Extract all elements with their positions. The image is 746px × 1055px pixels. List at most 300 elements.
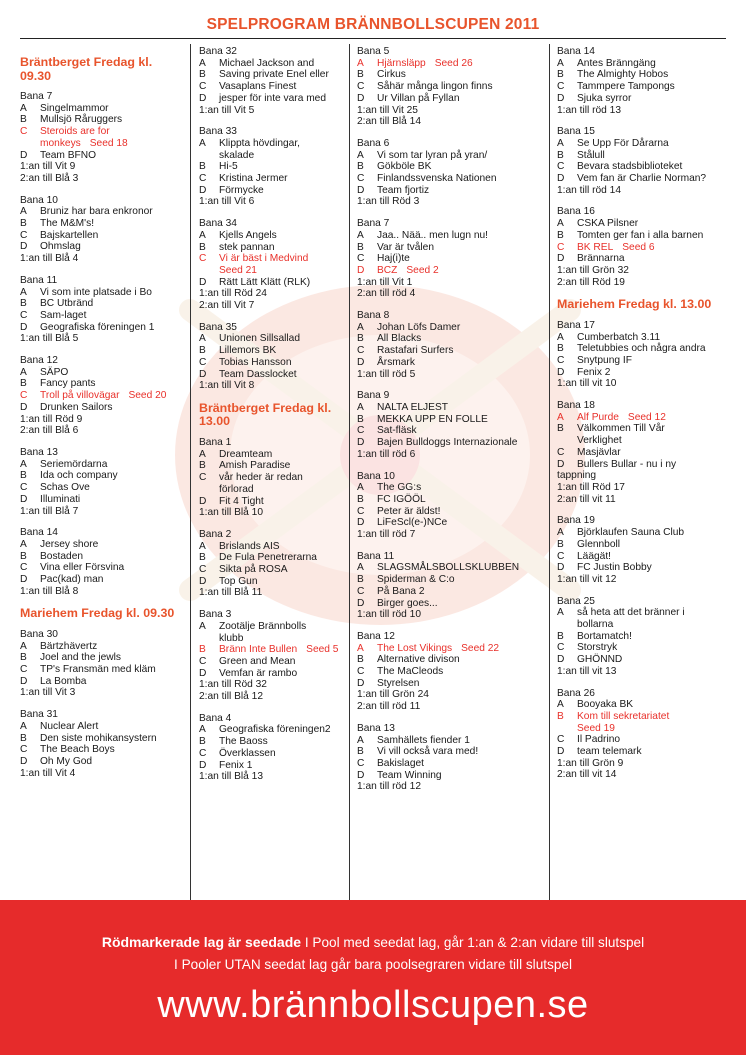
team-letter: C [20,482,28,494]
team-name: Cirkus [377,69,406,81]
team-letter: D [199,575,207,587]
team-row [20,287,180,299]
section-heading: Bräntberget Fredag kl. 09.30 [20,55,153,83]
team-name-cell [219,656,349,668]
team-name: Schas Ove [40,482,90,494]
pool-block [357,551,547,621]
team-row [20,206,180,218]
team-letter: C [357,757,365,769]
team-row [557,654,737,666]
team-name-cell [40,287,180,299]
footer-website-link[interactable]: www.brännbollscupen.se [157,984,589,1026]
team-row [557,539,737,551]
advancement-note: 2:an till Vit 7 [199,300,255,312]
team-name-cell [577,218,737,230]
pool-block [357,390,547,460]
team-row [357,414,547,426]
advancement-note: 1:an till Grön 9 [557,757,624,769]
team-letter: C [199,81,207,93]
team-row [20,494,180,506]
team-row [357,643,547,655]
team-name: Birger goes... [377,597,438,609]
team-name: Vi är bäst i Medvind [219,253,309,265]
advancement-note: 2:an till Röd 19 [557,276,625,288]
team-row [199,173,349,185]
team-name: Ohmslag [40,241,81,253]
pool-block [20,447,180,517]
advancement-note: 2:an till Blå 6 [20,425,79,437]
pool-name: Bana 25 [557,595,595,607]
team-letter: D [357,437,365,449]
team-name: The Lost Vikings [377,642,453,654]
team-name-cell [377,230,547,242]
footer-seed-note: Rödmarkerade lag är seedade [101,934,302,950]
team-name-cell [377,322,547,334]
pool-name: Bana 12 [20,355,58,367]
pool-block [557,206,737,288]
team-name: Dreamteam [219,448,273,460]
team-name-cell [40,378,180,390]
team-name-cell [219,81,349,93]
team-row [20,733,180,745]
team-name: Spiderman & C:o [377,574,455,586]
team-name-cell [219,333,349,345]
team-row [357,735,547,747]
team-name: Jaa.. Nää.. men lugn nu! [377,229,488,241]
team-row [357,322,547,334]
team-name: Hi-5 [219,161,238,173]
team-letter: B [20,298,27,310]
team-name-cell [219,472,349,484]
team-row [199,277,349,289]
advancement-note: 2:an till röd 4 [357,288,416,300]
pool-block [357,138,547,208]
team-name-cell [377,161,547,173]
seed-badge: Seed 18 [89,137,128,149]
advancement-note: 2:an till Blå 12 [199,691,263,703]
team-row [357,333,547,345]
team-name-cell [377,185,547,197]
team-name-cell [577,355,737,367]
team-name-cell [377,437,547,449]
team-letter: A [557,331,564,343]
team-letter: D [199,759,207,771]
advancement-note: 1:an till Blå 7 [20,505,79,517]
team-name-cell [577,459,737,471]
team-row [557,343,737,355]
team-name: Cumberbatch 3.11 [577,331,661,343]
team-letter: C [557,550,565,562]
team-name: The Baoss [219,736,268,748]
pool-name: Bana 2 [199,528,232,540]
pool-name: Bana 19 [557,515,595,527]
team-name: stek pannan [219,241,275,253]
team-letter: A [199,540,206,552]
pool-name: Bana 18 [557,400,595,412]
team-letter: B [357,161,364,173]
team-name: Ur Villan på Fyllan [377,92,460,104]
team-row [199,644,349,656]
pool-block [557,515,737,585]
pool-block [199,713,349,783]
team-name-cell [377,93,547,105]
pool-block [557,320,737,390]
team-row [20,114,180,126]
team-row [357,93,547,105]
pool-block [199,218,349,312]
team-name: Bajskartellen [40,229,99,241]
team-name: Bärtzhävertz [40,640,98,652]
team-letter: D [20,675,28,687]
team-name: Team Dasslocket [219,368,297,380]
team-name: Haj(i)te [377,253,410,265]
team-name: Troll på villovägar [40,390,120,402]
team-letter: B [557,69,564,81]
advancement-note: 2:an till röd 11 [357,701,421,713]
seed-badge: Seed 2 [406,264,439,276]
team-name-cell [219,496,349,508]
team-letter: A [199,448,206,460]
team-name-cell [377,253,547,265]
team-row [199,81,349,93]
team-row [199,138,349,150]
team-letter: C [199,655,207,667]
pool-block [20,709,180,779]
team-row [20,664,180,676]
seed-badge: Seed 22 [461,642,500,654]
team-letter: A [557,411,564,423]
team-letter: C [199,253,207,265]
advancement-note: 1:an till Blå 8 [20,585,79,597]
advancement-note: 1:an till Grön 32 [557,264,629,276]
team-name: Kristina Jermer [219,173,288,185]
team-row [557,93,737,105]
team-name-cell [377,414,547,426]
schedule-column-3 [357,46,547,803]
team-row [20,402,180,414]
team-letter: D [557,173,565,185]
footer-banner [0,900,746,1055]
team-name: BK REL [577,241,614,253]
team-name-cell [377,735,547,747]
pool-name: Bana 3 [199,609,232,621]
team-letter: D [199,276,207,288]
team-letter: D [357,769,365,781]
team-row [557,69,737,81]
team-name-cell [40,298,180,310]
team-name-cell [577,367,737,379]
team-name: Gökböle BK [377,161,432,173]
team-name-cell [377,150,547,162]
team-letter: B [357,413,364,425]
pool-name: Bana 5 [357,46,390,57]
team-name: Sikta på ROSA [219,564,288,576]
team-name: Klippta hövdingar, [219,137,300,149]
team-name: Michael Jackson and [219,57,315,69]
team-name: Vasaplans Finest [219,81,297,93]
team-row [199,541,349,553]
team-name: Nuclear Alert [40,720,99,732]
advancement-note: 1:an till röd 5 [357,368,416,380]
team-row [20,652,180,664]
column-divider [190,44,191,904]
team-name: Se Upp För Dårarna [577,137,669,149]
team-letter: C [20,664,28,676]
team-row [357,425,547,437]
team-row [357,494,547,506]
team-name-cell [40,230,180,242]
team-name-cell [577,69,737,81]
advancement-note: 1:an till Vit 1 [357,276,413,288]
team-letter: C [357,585,365,597]
team-name-cell [219,161,349,173]
team-row [557,447,737,459]
team-row [357,345,547,357]
team-name: Johan Löfs Damer [377,321,461,333]
team-row [199,369,349,381]
team-name-cell [377,173,547,185]
team-row [557,642,737,654]
team-letter: C [557,642,565,654]
team-letter: D [20,574,28,586]
pool-block [199,609,349,703]
team-name: Alf Purde [577,411,619,423]
team-row [199,460,349,472]
team-row [357,185,547,197]
team-row [199,242,349,254]
pool-block [20,355,180,437]
team-name-cell [577,93,737,105]
team-name-cell [577,81,737,93]
schedule-column-1 [20,46,180,789]
team-name-cell [40,402,180,414]
team-row [557,412,737,424]
pool-name: Bana 14 [557,46,595,57]
team-name: jesper för inte vara med [219,92,327,104]
pool-name: Bana 10 [20,194,58,206]
team-letter: B [20,732,27,744]
team-name: Bullers Bullar - nu i ny [577,458,677,470]
pool-block [357,46,547,128]
team-name: Brännarna [577,253,625,265]
team-row [357,654,547,666]
advancement-note: 1:an till Vit 9 [20,161,76,173]
team-row [357,746,547,758]
team-letter: A [199,620,206,632]
team-row [357,253,547,265]
advancement-note: 2:an till vit 14 [557,769,617,781]
team-letter: A [20,206,27,218]
advancement-note: 1:an till Vit 4 [20,767,76,779]
team-letter: A [357,482,364,494]
team-name-cell [40,322,180,334]
team-row [199,621,349,633]
team-row [357,482,547,494]
team-row [199,93,349,105]
team-letter: C [557,354,565,366]
team-letter: A [357,321,364,333]
team-row [20,470,180,482]
team-row [357,562,547,574]
team-row [557,355,737,367]
title-divider [20,38,726,39]
team-name-cell [577,607,737,619]
team-letter: B [357,746,364,758]
team-row [357,666,547,678]
team-letter: B [20,550,27,562]
team-letter: A [20,458,27,470]
team-row [199,69,349,81]
team-name-cell [40,482,180,494]
advancement-note: 1:an till Blå 13 [199,771,263,783]
team-name: LiFeScl(e-)NCe [377,517,448,529]
team-name-cell [219,69,349,81]
seed-badge: Seed 12 [627,411,666,423]
team-name-cell [577,447,737,459]
advancement-note: 1:an till Röd 24 [199,288,267,300]
team-name: SÄPO [40,366,69,378]
team-name: Booyaka BK [577,699,634,711]
team-row [557,423,737,435]
team-name: Fenix 2 [577,366,611,378]
team-row [557,631,737,643]
team-name: Finlandssvenska Nationen [377,173,497,185]
team-name: SLAGSMÅLSBOLLSKLUBBEN [377,562,520,574]
team-name: Tammpere Tampongs [577,81,675,93]
advancement-note: 1:an till röd 12 [357,781,421,793]
team-row [199,760,349,772]
team-name-cell [577,551,737,563]
team-name: Steroids are for monkeys [40,126,110,149]
team-name-cell [40,721,180,733]
pool-name: Bana 32 [199,46,237,57]
team-name-cell [377,482,547,494]
team-name-cell [377,562,547,574]
team-row [557,230,737,242]
advancement-note: 2:an till vit 11 [557,493,616,505]
seed-badge: Seed 20 [128,390,167,402]
team-name: Hjärnsläpp [377,57,426,69]
advancement-note: 1:an till röd 13 [557,104,621,116]
team-row [20,562,180,574]
pool-block [557,46,737,116]
team-letter: A [557,218,564,230]
pool-name: Bana 30 [20,628,58,640]
team-name-cell [577,562,737,574]
advancement-note: 1:an till Röd 9 [20,413,83,425]
team-row [357,437,547,449]
team-letter: B [557,229,564,241]
team-letter: D [357,597,365,609]
team-letter: D [199,495,207,507]
team-letter: D [20,493,28,505]
pool-name: Bana 13 [357,722,395,734]
team-letter: C [20,126,28,138]
team-name-cell [577,343,737,355]
team-name: The Almighty Hobos [577,69,669,81]
team-name-cell [377,758,547,770]
team-letter: C [199,173,207,185]
team-name: Unionen Sillsallad [219,333,300,345]
team-name: Green and Mean [219,655,296,667]
team-row [199,357,349,369]
team-name: Sat-fläsk [377,425,417,437]
team-letter: C [20,390,28,402]
team-letter: A [20,286,27,298]
team-name-cell [377,357,547,369]
team-row [357,758,547,770]
team-name-cell [377,265,547,277]
team-letter: C [357,505,365,517]
team-name: så heta att det bränner i [577,607,685,619]
team-name: BC Utbränd [40,298,94,310]
team-row [20,103,180,115]
team-name-cell [219,242,349,254]
team-name-cell [377,81,547,93]
pool-block [20,275,180,345]
team-letter: D [199,667,207,679]
advancement-note: 1:an till Röd 17 [557,482,625,493]
team-name: Mullsjö Råruggers [40,114,123,126]
team-name: Sam-laget [40,309,87,321]
team-name: Välkommen Till Vår [577,423,665,435]
team-letter: B [357,574,364,586]
team-row [20,150,180,162]
team-name-cell [40,641,180,653]
advancement-note: 1:an till Vit 6 [199,196,255,208]
team-letter: D [20,241,28,253]
team-name: Björklaufen Sauna Club [577,527,685,539]
team-name-cell [377,506,547,518]
team-row [199,185,349,197]
team-name-cell [577,412,737,424]
pool-name: Bana 6 [357,137,390,149]
team-row [557,607,737,619]
team-name-cell [219,277,349,289]
team-letter: C [20,562,28,574]
team-letter: D [557,746,565,758]
team-row [357,150,547,162]
team-row [20,298,180,310]
team-row [557,81,737,93]
team-name-cell [40,218,180,230]
team-letter: B [557,710,564,722]
team-name: BCZ [377,264,398,276]
team-letter: A [357,642,364,654]
pool-name: Bana 7 [20,91,53,102]
pool-name: Bana 10 [357,470,395,482]
advancement-note: 1:an till Vit 25 [357,104,418,116]
team-name: Rastafari Surfers [377,345,454,357]
team-letter: B [557,149,564,161]
team-name: Joel and the jewls [40,652,121,664]
team-name: Jersey shore [40,538,99,550]
team-name: Antes Bränngäng [577,57,656,69]
team-name: Team BFNO [40,149,97,161]
team-row [557,58,737,70]
team-letter: A [357,562,364,574]
advancement-note: 1:an till Blå 4 [20,253,79,265]
team-name: Styrelsen [377,677,420,689]
team-name: Masjävlar [577,446,621,458]
team-name-cell [40,470,180,482]
team-name: Il Padrino [577,734,621,746]
team-letter: D [20,149,28,161]
advancement-note: 2:an till Blå 14 [357,116,421,128]
pool-name: Bana 9 [357,390,390,402]
team-name: Fit 4 Tight [219,495,264,507]
team-letter: C [199,472,207,484]
